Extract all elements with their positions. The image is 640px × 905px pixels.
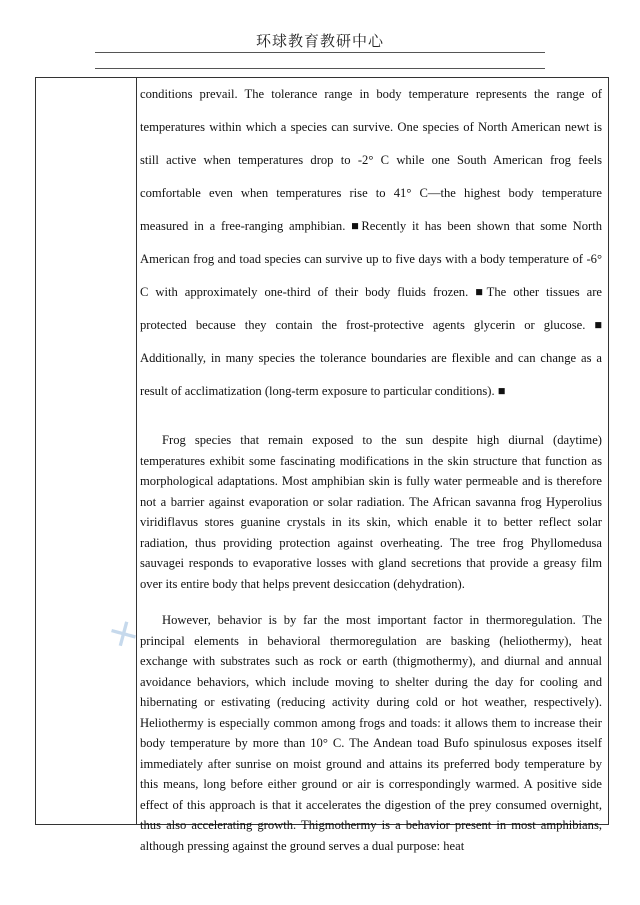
watermark-mark: ✕: [101, 610, 147, 660]
header-divider-top: [95, 52, 545, 53]
header-divider-bottom: [95, 68, 545, 69]
paragraph-3: However, behavior is by far the most important factor in thermoregulation. The principal elements in behavioral thermoregulation are basking (heliothermy), heat exchange with substrates such as rock or earth (thigmothermy), and diurnal and annual avoidance behaviors, which include moving to shelter during the day for cooling and hibernating or estivating (reducing activity during cold or hot weather, respectively). Heliothermy is especially common among frogs and toads: it allows them to increase their body temperature by more than 10° C. The Andean toad Bufo spinulosus exposes itself immediately after sunrise on moist ground and attains its preferred body temperature by this means, long before either ground or air is correspondingly warmed. A positive side effect of this approach is that it accelerates the digestion of the prey consumed overnight, thus also accelerating growth. Thigmothermy is a behavior present in most amphibians, although pressing against the ground serves a dual purpose: heat: [140, 613, 602, 853]
table-left-column: [36, 78, 137, 824]
page-header-title: 环球教育教研中心: [255, 32, 384, 50]
content-table: [35, 77, 609, 853]
paragraph-1: conditions prevail. The tolerance range in body temperature represents the range of temperatures within which a species can survive. One species of North American newt is still active when temperatures drop to -2° C while one South American frog feels comfortable even when temperatures rise to 41° C—the highest body temperature measured in a free-ranging amphibian. ■Recently it has been shown that some North American frog and toad species can survive up to five days with a body temperature of -6° C with approximately one-third of their body fluids frozen. ■The other tissues are protected because they contain the frost-protective agents glycerin or glucose. ■ Additionally, in many species the tolerance boundaries are flexible and can change as a result of acclimatization (long-term exposure to particular conditions). ■: [140, 87, 602, 398]
passage-text: [140, 84, 602, 856]
paragraph-2: Frog species that remain exposed to the sun despite high diurnal (daytime) temperatures exhibit some fascinating modifications in the skin structure that function as morphological adaptations. Most amphibian skin is fully water permeable and is therefore not a barrier against evaporation or solar radiation. The African savanna frog Hyperolius viridiflavus stores guanine crystals in its skin, which enable it to better reflect solar radiation, thus providing protection against overheating. The tree frog Phyllomedusa sauvagei responds to evaporative losses with gland secretions that provide a greasy film over its entire body that helps prevent desiccation (dehydration).: [140, 433, 602, 591]
